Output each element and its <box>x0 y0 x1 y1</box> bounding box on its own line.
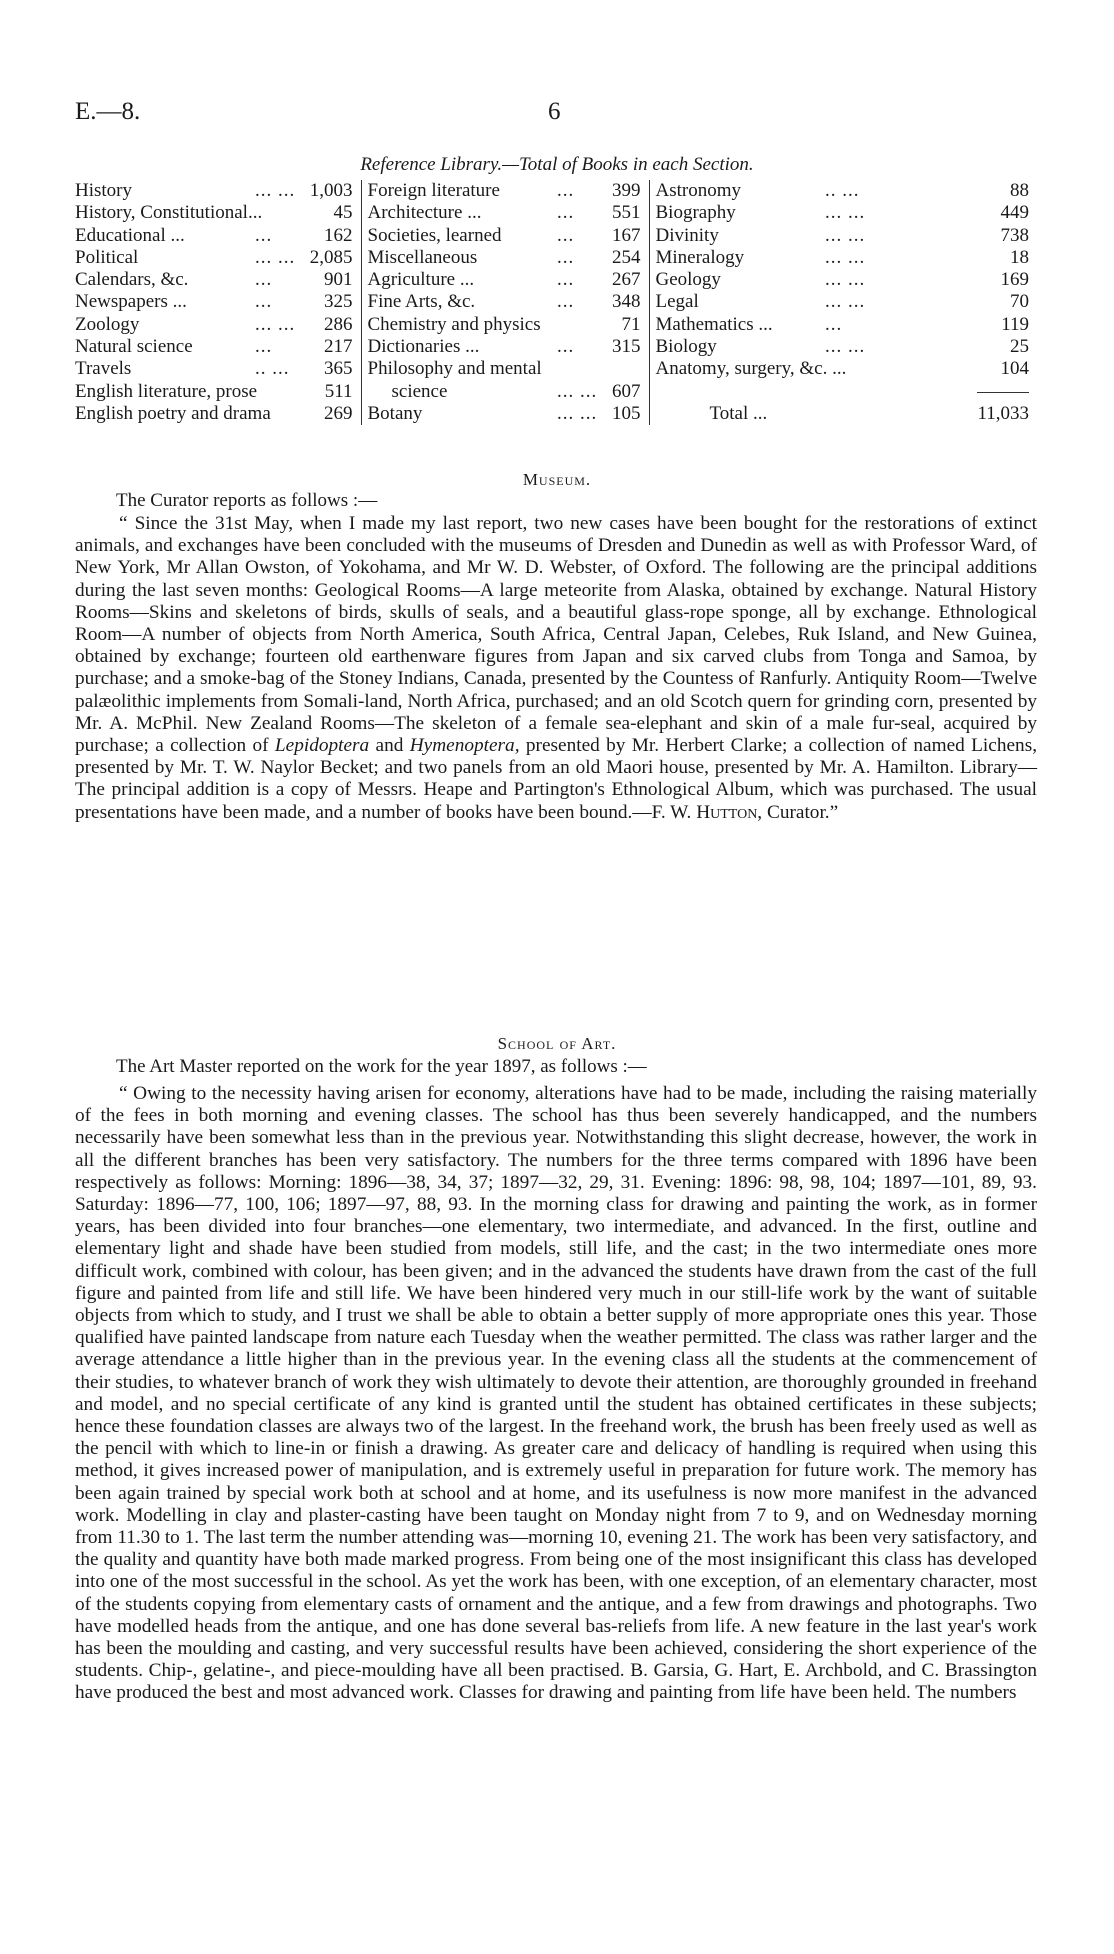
reference-col1-name: Zoology <box>75 313 140 335</box>
reference-col2-value: 551 <box>612 202 641 224</box>
reference-col2-name: Fine Arts, &c. <box>361 291 557 313</box>
reference-col1-name: History <box>75 180 132 201</box>
reference-col3-dots: ... ... <box>825 246 866 268</box>
reference-col3-name: Astronomy <box>649 180 825 202</box>
school-of-art-intro: The Art Master reported on the work for the year 1897, as follows :— <box>116 1056 647 1077</box>
reference-col3-name <box>649 381 825 403</box>
museum-italic-hymenoptera: Hymenoptera, <box>409 735 520 757</box>
museum-paragraph-end: presented by Mr. Herbert Clarke; a collection of named Lichens, presented by Mr. T. W. Naylor Becket; and two panels from an old Maori house, presented by Mr. A. Hamilton. Library—The principal addition is a copy of Messrs. Heape and Partington's Ethnological Album, which was purchased. The usual presentations have been made, and a number of books have been bound.—F. W. <box>75 735 1038 823</box>
reference-col2-dots: ... <box>557 246 575 268</box>
reference-col3-dots: ... ... <box>825 336 866 358</box>
reference-col2-dots: ... <box>557 269 575 291</box>
reference-row <box>75 336 1037 358</box>
reference-col3-dots: ... ... <box>825 224 866 246</box>
reference-col1-dots: ... <box>255 336 273 358</box>
reference-col3-dots: ... ... <box>825 291 866 313</box>
reference-col3-value: 25 <box>1010 336 1029 358</box>
reference-row <box>75 180 1037 202</box>
reference-col2-value: 167 <box>612 224 641 246</box>
reference-col1-dots <box>255 202 303 224</box>
reference-col2-dots: ... ... <box>557 402 598 424</box>
reference-library-title: Reference Library.—Total of Books in each Section. <box>360 154 754 175</box>
school-of-art-report <box>75 1083 1037 1705</box>
reference-col3-dots <box>825 381 975 403</box>
reference-col2-dots: ... <box>557 291 575 313</box>
reference-col3-dots: ... ... <box>825 269 866 291</box>
reference-col2-name: Foreign literature <box>361 180 557 202</box>
reference-col2-dots: ... <box>557 202 575 224</box>
reference-col2-value: 254 <box>612 246 641 268</box>
reference-col3-name: Mineralogy <box>649 247 825 269</box>
reference-col3-name: Legal <box>649 291 825 313</box>
reference-col1-value: 2,085 <box>309 246 353 268</box>
reference-col1-value: 217 <box>324 336 353 358</box>
reference-row <box>75 247 1037 269</box>
museum-heading: Museum. <box>522 470 592 489</box>
reference-col2-dots <box>557 314 597 336</box>
reference-col2-name: Botany <box>361 403 557 425</box>
reference-col3-dots: .. ... <box>825 180 860 201</box>
reference-col3-dots <box>825 358 975 380</box>
reference-col3-value: 449 <box>1000 202 1029 224</box>
reference-col1-value: 325 <box>324 291 353 313</box>
reference-col1-value: 901 <box>324 269 353 291</box>
reference-col3-value: 88 <box>1010 180 1029 201</box>
reference-col2-value: 315 <box>612 336 641 358</box>
museum-intro: The Curator reports as follows :— <box>116 490 378 511</box>
reference-col2-name: Societies, learned <box>361 225 557 247</box>
reference-col1-name: English poetry and drama <box>75 402 271 424</box>
reference-col1-dots: ... ... <box>255 313 296 335</box>
total-rule-line <box>977 392 1029 393</box>
reference-col1-name: Natural science <box>75 336 193 358</box>
reference-col1-dots: ... <box>255 224 273 246</box>
reference-col1-value: 365 <box>324 358 353 380</box>
reference-col1-value: 269 <box>324 402 353 424</box>
reference-col2-name: Miscellaneous <box>361 247 557 269</box>
reference-col3-value: 11,033 <box>977 402 1029 424</box>
reference-col3-name: Biology <box>649 336 825 358</box>
reference-col3-dots: ... <box>825 313 843 335</box>
museum-paragraph-mid: and <box>375 735 404 757</box>
reference-col2-dots: ... <box>557 180 575 201</box>
reference-col1-dots: ... <box>255 291 273 313</box>
reference-col2-name: Chemistry and physics <box>361 314 557 336</box>
museum-paragraph: “ Since the 31st May, when I made my last report, two new cases have been bought for the restorations of extinct animals, and exchanges have been concluded with the museums of Dresden and Dunedin as well as with Professor Ward, of New York, Mr Allan Owston, of Yokohama, and Mr W. D. Webster, of Oxford. The following are the principal additions during the last seven months: Geological Rooms—A large meteorite from Alaska, obtained by exchange. Natural History Rooms—Skins and skeletons of birds, skulls of seals, and a beautiful glass-rope sponge, all by exchange. Ethnological Room—A number of objects from North America, South Africa, Central Japan, Celebes, Ruk Island, and New Guinea, obtained by exchange; fourteen old earthenware figures from Japan and six carved clubs from Tonga and Samoa, by purchase; and a smoke-bag of the Stoney Indians, Canada, presented by the Countess of Ranfurly. Antiquity Room—Twelve palæolithic implements from Somali-land, North Africa, purchased; and an old Scotch quern for grinding corn, presented by Mr. A. McPhil. New Zealand Rooms—The skeleton of a female sea-elephant and skin of a male fur-seal, acquired by purchase; a collection of <box>75 513 1037 757</box>
reference-col3-value: 738 <box>1000 224 1029 246</box>
reference-col3-value: 169 <box>1000 269 1029 291</box>
reference-col3-value: 104 <box>1000 358 1029 380</box>
reference-row <box>75 403 1037 425</box>
reference-col1-name: English literature, prose <box>75 380 258 402</box>
school-of-art-heading: School of Art. <box>497 1034 617 1053</box>
reference-col2-name: science <box>361 381 557 403</box>
reference-col1-value: 162 <box>324 224 353 246</box>
reference-col1-name: Political <box>75 246 139 268</box>
reference-col3-name: Biography <box>649 202 825 224</box>
reference-col3-value: 18 <box>1010 246 1029 268</box>
reference-col1-value: 1,003 <box>309 180 353 201</box>
reference-row <box>75 225 1037 247</box>
curator-name: Hutton, <box>696 801 763 823</box>
reference-col2-name: Architecture ... <box>361 202 557 224</box>
reference-row <box>75 381 1037 403</box>
reference-col1-dots: ... ... <box>255 246 296 268</box>
reference-col1-dots: ... ... <box>255 180 296 201</box>
curator-title: Curator.” <box>766 801 839 823</box>
total-rule <box>975 381 1037 403</box>
reference-col1-name: Educational ... <box>75 224 185 246</box>
reference-col2-value <box>597 358 649 380</box>
reference-col1-name: Travels <box>75 358 132 380</box>
reference-col1-value: 45 <box>333 202 353 224</box>
reference-col1-name: Newspapers ... <box>75 291 187 313</box>
reference-row <box>75 314 1037 336</box>
reference-col3-value: 119 <box>1001 313 1029 335</box>
reference-col2-value: 71 <box>621 313 641 335</box>
reference-col3-dots: ... ... <box>825 202 866 224</box>
reference-library-table <box>75 180 1037 425</box>
reference-col3-name: Geology <box>649 269 825 291</box>
reference-col1-value: 511 <box>324 380 353 402</box>
reference-col1-dots: .. ... <box>255 358 290 380</box>
reference-col1-dots: ... <box>255 269 273 291</box>
reference-col3-name: Total ... <box>649 403 825 425</box>
reference-col2-dots: ... ... <box>557 380 598 402</box>
reference-col2-value: 399 <box>612 180 641 201</box>
reference-col3-value: 70 <box>1010 291 1029 313</box>
reference-col3-name: Anatomy, surgery, &c. ... <box>649 358 825 380</box>
reference-col2-value: 348 <box>612 291 641 313</box>
reference-col1-value: 286 <box>324 313 353 335</box>
reference-col1-name: History, Constitutional... <box>75 202 263 224</box>
reference-col2-name: Dictionaries ... <box>361 336 557 358</box>
reference-col2-value: 105 <box>612 402 641 424</box>
reference-row <box>75 269 1037 291</box>
school-of-art-paragraph: “ Owing to the necessity having arisen for economy, alterations have had to be made, including the raising materially of the fees in both morning and evening classes. The school has thus been severely handicapped, and the numbers necessarily have been somewhat less than in the previous year. Notwithstanding this slight decrease, however, the work in all the different branches has been very satisfactory. The numbers for the three terms compared with 1896 have been respectively as follows: Morning: 1896—38, 34, 37; 1897—32, 29, 31. Evening: 1896: 98, 98, 104; 1897—101, 89, 93. Saturday: 1896—77, 100, 106; 1897—97, 88, 93. In the morning class for drawing and painting the work, as in former years, has been divided into four branches—one elementary, two intermediate, and advanced. In the first, outline and elementary light and shade have been studied from models, still life, and the cast; in the two intermediate ones more difficult work, combined with colour, has been given; and in the advanced the students have drawn from the cast of the full figure and painted from life and still life. We have been hindered very much in our still-life work by the want of suitable objects from which to study, and I trust we shall be able to obtain a better supply of more appropriate ones this year. Those qualified have painted landscape from nature each Tuesday when the weather permitted. The class was rather larger and the average attendance a little higher than in the previous year. In the evening class all the students at the commencement of their studies, to whatever branch of work they wish ultimately to devote their attention, are thoroughly grounded in freehand and model, and no special certificate of any kind is granted until the student has obtained certificates in these subjects; hence these foundation classes are always two of the largest. In the freehand work, the brush has been freely used as well as the pencil with which to line-in or finish a drawing. As greater care and delicacy of handling is required when using this method, it gives increased power of manipulation, and is extremely useful in preparation for future work. The memory has been again trained by special work both at school and at home, and its usefulness is now more manifest in the advanced work. Modelling in clay and plaster-casting have been taught on Monday night from 7 to 9, and on Wednesday morning from 11.30 to 1. The last term the number attending was—morning 10, evening 21. The work has been very satisfactory, and the quality and quantity have both made marked progress. From being one of the most insignificant this class has developed into one of the most successful in the school. As yet the work has been, with one exception, of an elementary character, most of the students copying from elementary casts of ornament and the antique, and a few from drawings and photographs. Two have modelled heads from the antique, and one has done several bas-reliefs from life. A new feature in the last year's work has been the moulding and casting, and very successful results have been achieved, considering the short experience of the students. Chip-, gelatine-, and piece-moulding have all been practised. B. Garsia, G. Hart, E. Archbold, and C. Brassington have produced the best and most advanced work. Classes for drawing and painting from life have been held. The numbers <box>75 1083 1037 1704</box>
reference-row <box>75 291 1037 313</box>
museum-report <box>75 513 1037 824</box>
reference-col3-dots <box>825 403 975 425</box>
document-reference: E.—8. <box>75 98 141 125</box>
reference-row <box>75 358 1037 380</box>
reference-col2-name: Agriculture ... <box>361 269 557 291</box>
reference-col2-value: 267 <box>612 269 641 291</box>
reference-col1-name: Calendars, &c. <box>75 269 189 291</box>
reference-col2-name: Philosophy and mental <box>361 358 557 380</box>
reference-col3-name: Divinity <box>649 225 825 247</box>
reference-col2-value: 607 <box>612 380 641 402</box>
page-number: 6 <box>548 98 561 125</box>
reference-row <box>75 202 1037 224</box>
reference-col3-name: Mathematics ... <box>649 314 825 336</box>
reference-col1-dots <box>255 381 303 403</box>
museum-italic-lepidoptera: Lepidoptera <box>274 735 370 757</box>
reference-col2-dots <box>557 358 597 380</box>
reference-col2-dots: ... <box>557 224 575 246</box>
reference-col2-dots: ... <box>557 336 575 358</box>
